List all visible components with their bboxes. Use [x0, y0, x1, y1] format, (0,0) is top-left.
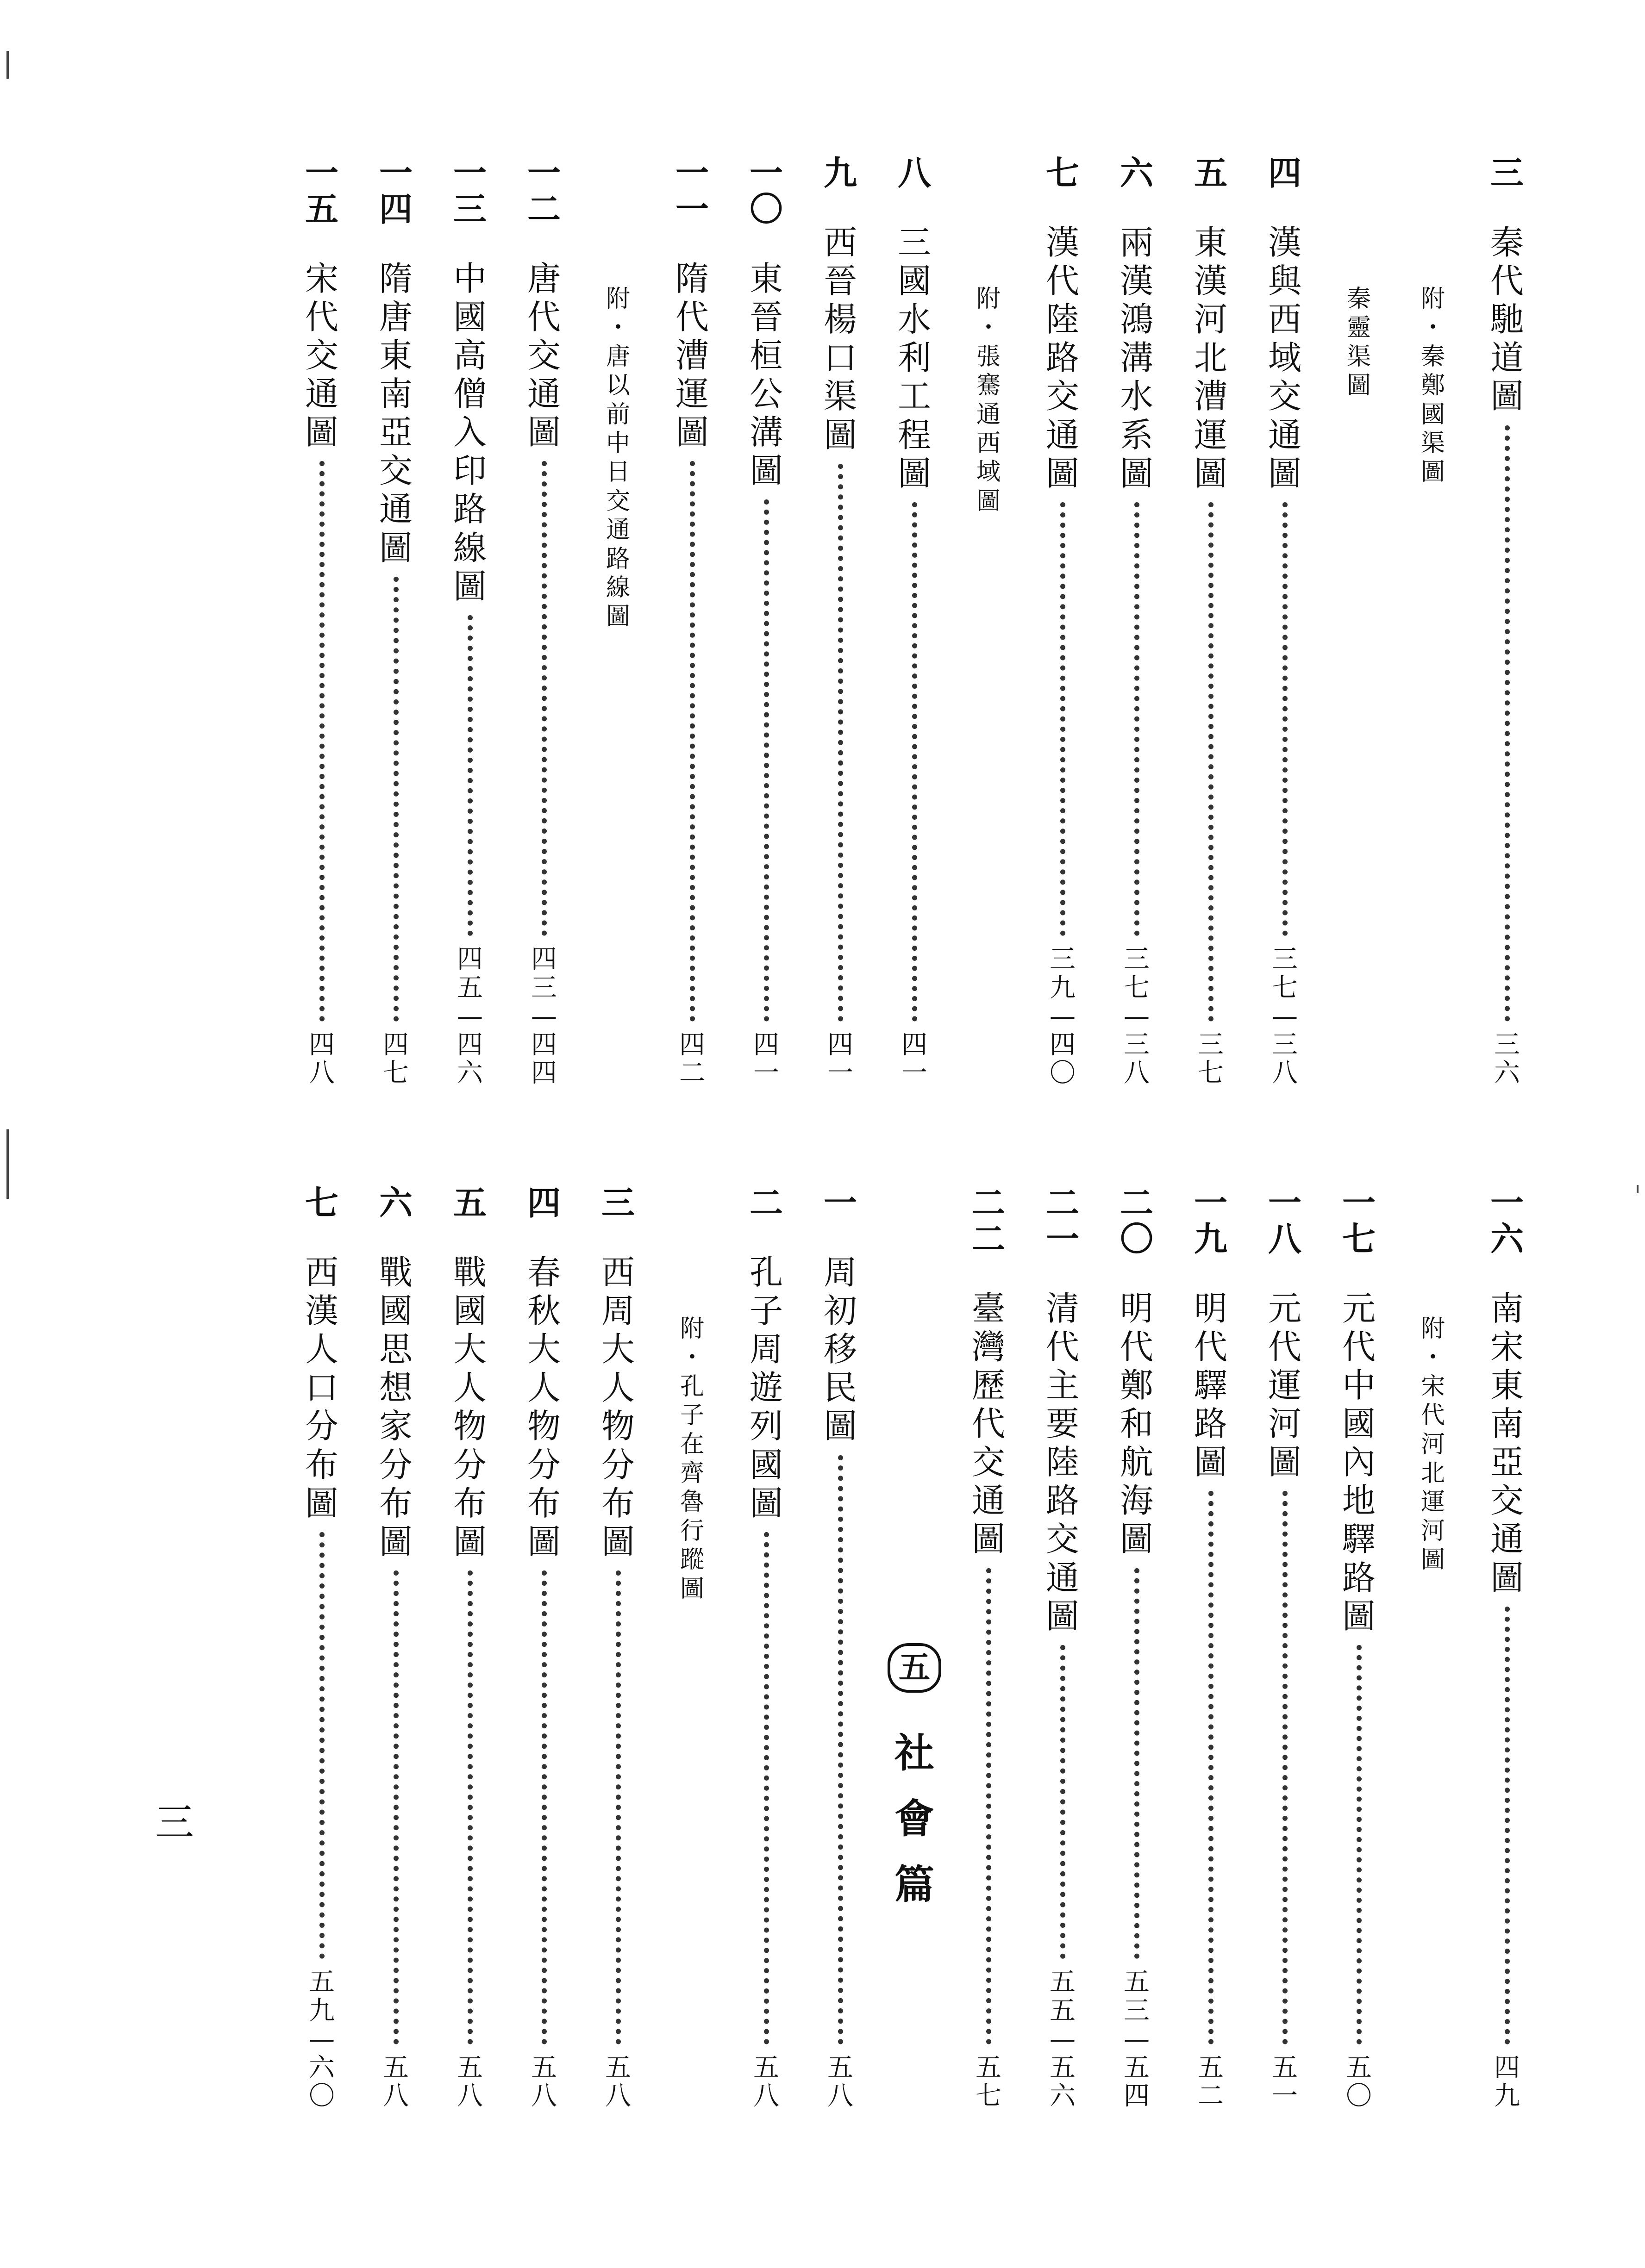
toc-entry: [366, 155, 426, 1088]
toc-entry: [1181, 1185, 1241, 2111]
dot-leader: [319, 1532, 325, 1959]
toc-entry: [292, 155, 352, 1088]
entry-page: 三 七: [1198, 1029, 1224, 1089]
entry-page: 四 一: [753, 1029, 779, 1089]
entry-page: 四 一: [827, 1029, 853, 1089]
entry-page: 三 六: [1494, 1029, 1520, 1089]
entry-page: 四 七: [383, 1029, 409, 1089]
dot-leader: [1134, 1568, 1139, 1959]
entry-title: 兩 漢 鴻 溝 水 系 圖: [1120, 223, 1153, 493]
dot-leader: [542, 1570, 547, 2044]
entry-number: 一 九: [1194, 1183, 1227, 1259]
attachment-note: 秦 靈 渠 圖: [1346, 285, 1371, 400]
toc-entry: [1329, 1185, 1389, 2111]
toc-entry: [662, 155, 722, 1088]
section-title: 社 會 篇: [894, 1730, 934, 1908]
entry-title: 隋 代 漕 運 圖: [675, 259, 709, 452]
entry-title: 春 秋 大 人 物 分 布 圖: [527, 1252, 561, 1561]
entry-title: 清 代 主 要 陸 路 交 通 圖: [1045, 1289, 1079, 1636]
section-number: 五: [888, 1643, 941, 1693]
toc-entry: [1477, 155, 1537, 1088]
dot-leader: [764, 1532, 769, 2044]
entry-title: 元 代 運 河 圖: [1268, 1289, 1301, 1482]
dot-leader: [1208, 1491, 1213, 2044]
entry-title: 宋 代 交 通 圖: [305, 259, 338, 452]
dot-leader: [1060, 1645, 1065, 1959]
dot-leader: [1505, 1607, 1510, 2044]
toc-entry: [1255, 1185, 1315, 2111]
dot-leader: [912, 502, 917, 1022]
toc-entry: [440, 155, 500, 1088]
toc-entry: [1255, 155, 1315, 1088]
entry-title: 漢 與 西 域 交 通 圖: [1268, 223, 1301, 493]
entry-page: 五 二: [1198, 2052, 1224, 2112]
entry-number: 一 二: [527, 153, 561, 229]
attachment-note: 附 ・ 張 騫 通 西 域 圖: [976, 285, 1001, 515]
entry-page: 五 八: [457, 2052, 483, 2112]
dot-leader: [1134, 502, 1139, 936]
entry-number: 一 三: [453, 153, 487, 229]
entry-page: 四 五 — 四 六: [457, 944, 483, 1089]
toc-entry: [810, 1185, 870, 2111]
toc-entry: [292, 1185, 352, 2111]
entry-page: 五 九 — 六 〇: [309, 1967, 335, 2112]
toc-entry: [884, 155, 944, 1088]
toc-entry: [1107, 1185, 1167, 2111]
toc-entry: [588, 1185, 648, 2111]
entry-number: 二 一: [1045, 1183, 1079, 1259]
entry-title: 東 晉 桓 公 溝 圖: [749, 259, 783, 491]
entry-page: 五 八: [531, 2052, 557, 2112]
entry-page: 四 八: [309, 1029, 335, 1089]
attachment-note: 附 ・ 唐 以 前 中 日 交 通 路 線 圖: [606, 285, 630, 631]
toc-entry: [1032, 1185, 1093, 2111]
entry-title: 戰 國 大 人 物 分 布 圖: [453, 1252, 487, 1561]
entry-title: 西 漢 人 口 分 布 圖: [305, 1252, 338, 1523]
dot-leader: [838, 464, 843, 1022]
entry-title: 西 晉 楊 口 渠 圖: [823, 223, 857, 455]
entry-page: 五 〇: [1346, 2052, 1372, 2112]
entry-title: 中 國 高 僧 入 印 路 線 圖: [453, 259, 487, 606]
dot-leader: [394, 577, 399, 1022]
dot-leader: [1282, 1491, 1288, 2044]
entry-number: 四: [1268, 153, 1301, 193]
entry-number: 一 八: [1268, 1183, 1301, 1259]
entry-number: 二 二: [971, 1183, 1005, 1259]
dot-leader: [394, 1570, 399, 2044]
entry-title: 孔 子 周 遊 列 國 圖: [749, 1252, 783, 1523]
dot-leader: [542, 461, 547, 936]
entry-number: 二 〇: [1120, 1183, 1153, 1259]
entry-page: 三 九 — 四 〇: [1050, 944, 1076, 1089]
entry-number: 四: [527, 1183, 561, 1222]
scan-mark: [6, 51, 9, 79]
entry-number: 一 〇: [749, 153, 783, 229]
entry-number: 一: [823, 1183, 857, 1222]
entry-number: 一 六: [1490, 1183, 1524, 1259]
entry-title: 臺 灣 歷 代 交 通 圖: [971, 1289, 1005, 1559]
entry-number: 三: [1490, 153, 1524, 193]
toc-entry: [514, 155, 574, 1088]
entry-title: 元 代 中 國 內 地 驛 路 圖: [1342, 1289, 1376, 1636]
entry-title: 唐 代 交 通 圖: [527, 259, 561, 452]
toc-entry: [736, 1185, 796, 2111]
entry-page: 四 三 — 四 四: [531, 944, 557, 1089]
entry-title: 漢 代 陸 路 交 通 圖: [1045, 223, 1079, 493]
entry-page: 五 八: [827, 2052, 853, 2112]
toc-entry: [1477, 1185, 1537, 2111]
dot-leader: [986, 1568, 991, 2044]
entry-page: 三 七 — 三 八: [1124, 944, 1150, 1089]
entry-title: 秦 代 馳 道 圖: [1490, 223, 1524, 416]
entry-number: 五: [1194, 153, 1227, 193]
entry-page: 五 八: [383, 2052, 409, 2112]
dot-leader: [1282, 502, 1288, 936]
dot-leader: [1505, 425, 1510, 1022]
entry-title: 明 代 驛 路 圖: [1194, 1289, 1227, 1482]
attachment-note: 附 ・ 秦 鄭 國 渠 圖: [1420, 285, 1445, 486]
dot-leader: [616, 1570, 621, 2044]
entry-title: 明 代 鄭 和 航 海 圖: [1120, 1289, 1153, 1559]
entry-number: 一 四: [379, 153, 413, 229]
attachment-note: 附 ・ 宋 代 河 北 運 河 圖: [1420, 1315, 1445, 1574]
entry-page: 五 七: [976, 2052, 1001, 2112]
entry-number: 一 五: [305, 153, 338, 229]
entry-page: 三 七 — 三 八: [1272, 944, 1298, 1089]
entry-title: 戰 國 思 想 家 分 布 圖: [379, 1252, 413, 1561]
toc-entry: [958, 1185, 1019, 2111]
entry-number: 六: [379, 1183, 413, 1222]
section-heading: [880, 1643, 949, 1918]
entry-page: 四 一: [901, 1029, 927, 1089]
toc-entry: [1032, 155, 1093, 1088]
entry-title: 南 宋 東 南 亞 交 通 圖: [1490, 1289, 1524, 1597]
dot-leader: [838, 1455, 843, 2044]
toc-entry: [514, 1185, 574, 2111]
entry-page: 四 九: [1494, 2052, 1520, 2112]
entry-number: 一 七: [1342, 1183, 1376, 1259]
toc-entry: [1107, 155, 1167, 1088]
page-number: 三: [155, 1800, 194, 1845]
entry-page: 五 三 — 五 四: [1124, 1967, 1150, 2112]
toc-entry: [366, 1185, 426, 2111]
toc-entry: [736, 155, 796, 1088]
entry-number: 一 一: [675, 153, 709, 229]
dot-leader: [319, 461, 325, 1022]
entry-number: 二: [749, 1183, 783, 1222]
toc-entry: [810, 155, 870, 1088]
entry-number: 六: [1120, 153, 1153, 193]
toc-entry: [440, 1185, 500, 2111]
dot-leader: [1208, 502, 1213, 1022]
entry-page: 五 五 — 五 六: [1050, 1967, 1076, 2112]
dot-leader: [1060, 502, 1065, 936]
entry-number: 八: [897, 153, 931, 193]
dot-leader: [1357, 1645, 1362, 2044]
scan-mark: [6, 1129, 9, 1199]
entry-page: 四 二: [679, 1029, 705, 1089]
dot-leader: [764, 499, 769, 1021]
entry-title: 西 周 大 人 物 分 布 圖: [601, 1252, 635, 1561]
entry-page: 五 一: [1272, 2052, 1298, 2112]
entry-title: 隋 唐 東 南 亞 交 通 圖: [379, 259, 413, 567]
entry-title: 東 漢 河 北 漕 運 圖: [1194, 223, 1227, 493]
entry-number: 七: [305, 1183, 338, 1222]
entry-number: 七: [1045, 153, 1079, 193]
entry-page: 五 八: [753, 2052, 779, 2112]
scan-mark: [1637, 1185, 1639, 1193]
dot-leader: [468, 1570, 473, 2044]
entry-number: 九: [823, 153, 857, 193]
entry-page: 五 八: [605, 2052, 631, 2112]
toc-entry: [1181, 155, 1241, 1088]
dot-leader: [468, 615, 473, 936]
entry-title: 周 初 移 民 圖: [823, 1252, 857, 1446]
attachment-note: 附 ・ 孔 子 在 齊 魯 行 蹤 圖: [680, 1315, 704, 1603]
entry-number: 三: [601, 1183, 635, 1222]
entry-number: 五: [453, 1183, 487, 1222]
entry-title: 三 國 水 利 工 程 圖: [897, 223, 931, 493]
dot-leader: [690, 461, 695, 1022]
